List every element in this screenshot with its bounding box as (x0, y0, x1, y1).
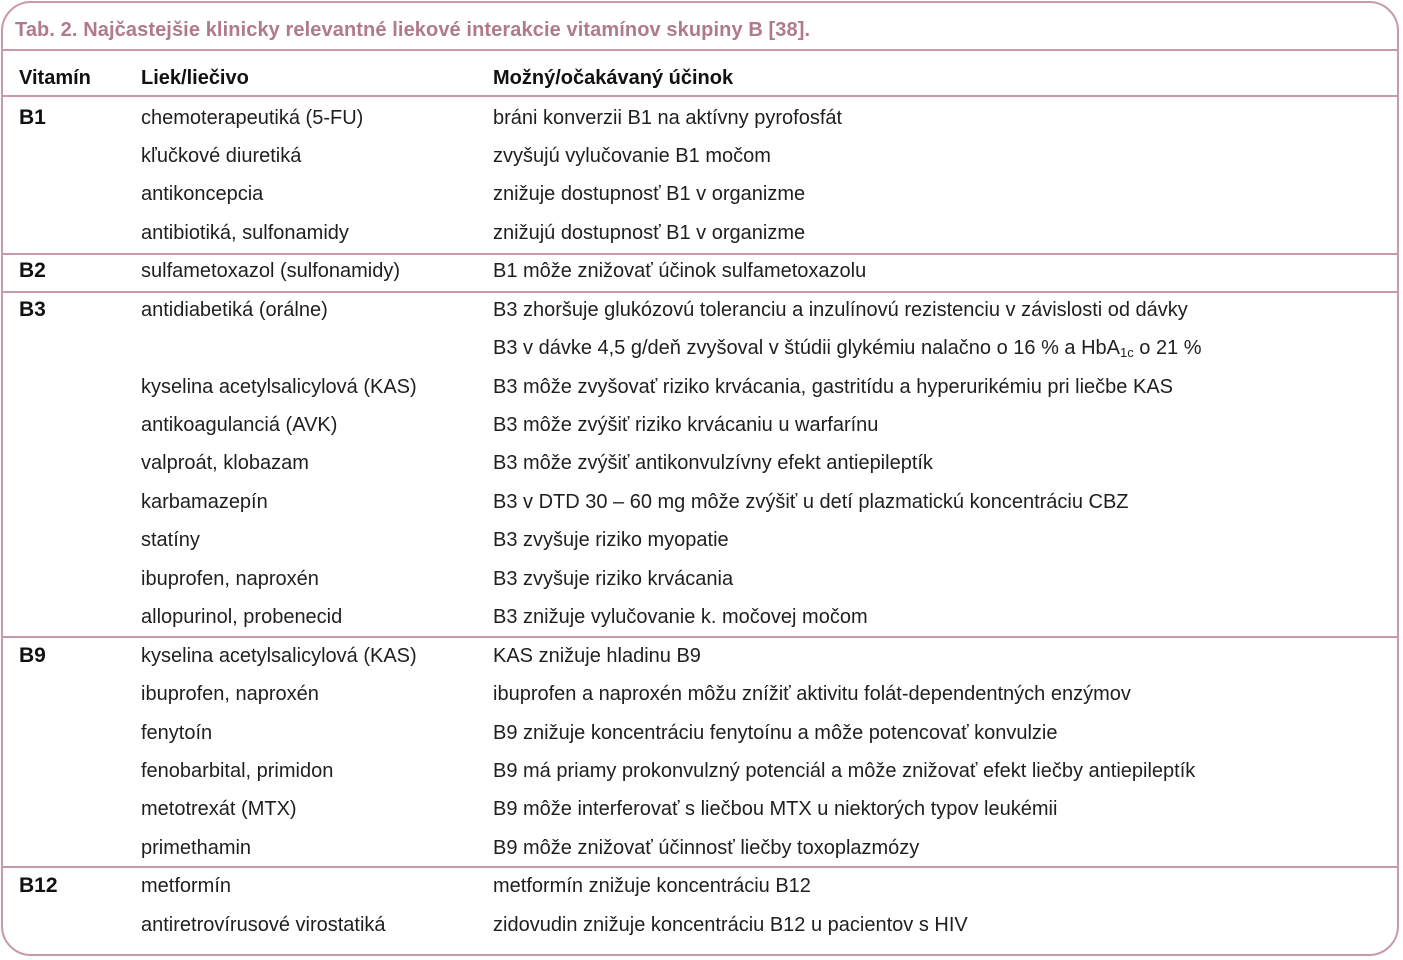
effect-cell: B1 môže znižovať účinok sulfametoxazolu (493, 260, 867, 282)
effect-cell: znižujú dostupnosť B1 v organizme (493, 222, 806, 244)
drug-cell: valproát, klobazam (141, 452, 309, 474)
drug-cell: antikoagulanciá (AVK) (141, 414, 338, 436)
effect-text: o 21 % (1133, 337, 1202, 359)
drug-cell: sulfametoxazol (sulfonamidy) (141, 260, 400, 282)
effect-cell: B3 znižuje vylučovanie k. močovej močom (493, 606, 868, 628)
header-rule (3, 95, 1399, 97)
effect-cell: znižuje dostupnosť B1 v organizme (493, 183, 806, 205)
effect-cell: B3 zvyšuje riziko krvácania (493, 568, 734, 590)
effect-cell: B3 v DTD 30 – 60 mg môže zvýšiť u detí plazmatickú koncentráciu CBZ (493, 491, 1129, 513)
drug-cell: statíny (141, 529, 200, 551)
drug-cell: ibuprofen, naproxén (141, 568, 319, 590)
drug-cell: kyselina acetylsalicylová (KAS) (141, 645, 417, 667)
effect-cell: zvyšujú vylučovanie B1 močom (493, 145, 771, 167)
table-frame (1, 1, 1399, 956)
drug-cell: karbamazepín (141, 491, 268, 513)
vitamin-label: B1 (19, 106, 46, 129)
effect-text: B3 v dávke 4,5 g/deň zvyšoval v štúdii glykémiu nalačno o 16 % a HbA (493, 337, 1121, 359)
drug-cell: kľučkové diuretiká (141, 145, 302, 167)
vitamin-label: B3 (19, 298, 46, 321)
drug-cell: antibiotiká, sulfonamidy (141, 222, 349, 244)
drug-cell: antiretrovírusové virostatiká (141, 914, 386, 936)
drug-cell: chemoterapeutiká (5-FU) (141, 107, 364, 129)
group-rule (3, 253, 1399, 255)
drug-cell: ibuprofen, naproxén (141, 683, 319, 705)
header-drug: Liek/liečivo (141, 67, 249, 89)
drug-cell: allopurinol, probenecid (141, 606, 343, 628)
effect-cell: B3 zhoršuje glukózovú toleranciu a inzulínovú rezistenciu v závislosti od dávky (493, 299, 1188, 321)
effect-subscript: 1c (1120, 345, 1134, 360)
effect-cell: ibuprofen a naproxén môžu znížiť aktivitu folát-dependentných enzýmov (493, 683, 1131, 705)
drug-cell: metotrexát (MTX) (141, 798, 297, 820)
drug-cell: antidiabetiká (orálne) (141, 299, 328, 321)
effect-cell: metformín znižuje koncentráciu B12 (493, 875, 811, 897)
effect-cell (493, 336, 1202, 365)
effect-cell: zidovudin znižuje koncentráciu B12 u pacientov s HIV (493, 914, 968, 936)
effect-cell: B3 môže zvýšiť riziko krvácaniu u warfarínu (493, 414, 879, 436)
effect-cell: KAS znižuje hladinu B9 (493, 645, 701, 667)
effect-cell: B3 môže zvýšiť antikonvulzívny efekt antiepileptík (493, 452, 933, 474)
group-rule (3, 636, 1399, 638)
effect-cell: B9 znižuje koncentráciu fenytoínu a môže potencovať konvulzie (493, 722, 1058, 744)
drug-cell: primethamin (141, 837, 252, 859)
effect-cell: B9 má priamy prokonvulzný potenciál a môže znižovať efekt liečby antiepileptík (493, 760, 1196, 782)
drug-cell: kyselina acetylsalicylová (KAS) (141, 376, 417, 398)
drug-cell: fenytoín (141, 722, 213, 744)
group-rule (3, 866, 1399, 868)
vitamin-label: B12 (19, 874, 58, 897)
table-caption: Tab. 2. Najčastejšie klinicky relevantné liekové interakcie vitamínov skupiny B [38]. (15, 19, 811, 41)
drug-cell: metformín (141, 875, 232, 897)
effect-cell: B3 môže zvyšovať riziko krvácania, gastritídu a hyperurikémiu pri liečbe KAS (493, 376, 1173, 398)
group-rule (3, 291, 1399, 293)
vitamin-label: B9 (19, 644, 46, 667)
effect-cell: B3 zvyšuje riziko myopatie (493, 529, 729, 551)
drug-cell: fenobarbital, primidon (141, 760, 334, 782)
effect-cell: bráni konverzii B1 na aktívny pyrofosfát (493, 107, 843, 129)
effect-cell: B9 môže znižovať účinnosť liečby toxoplazmózy (493, 837, 920, 859)
effect-cell: B9 môže interferovať s liečbou MTX u niektorých typov leukémii (493, 798, 1058, 820)
header-effect: Možný/očakávaný účinok (493, 67, 734, 89)
header-vitamin: Vitamín (19, 67, 91, 89)
drug-cell: antikoncepcia (141, 183, 264, 205)
vitamin-label: B2 (19, 259, 46, 282)
caption-rule (3, 49, 1399, 51)
